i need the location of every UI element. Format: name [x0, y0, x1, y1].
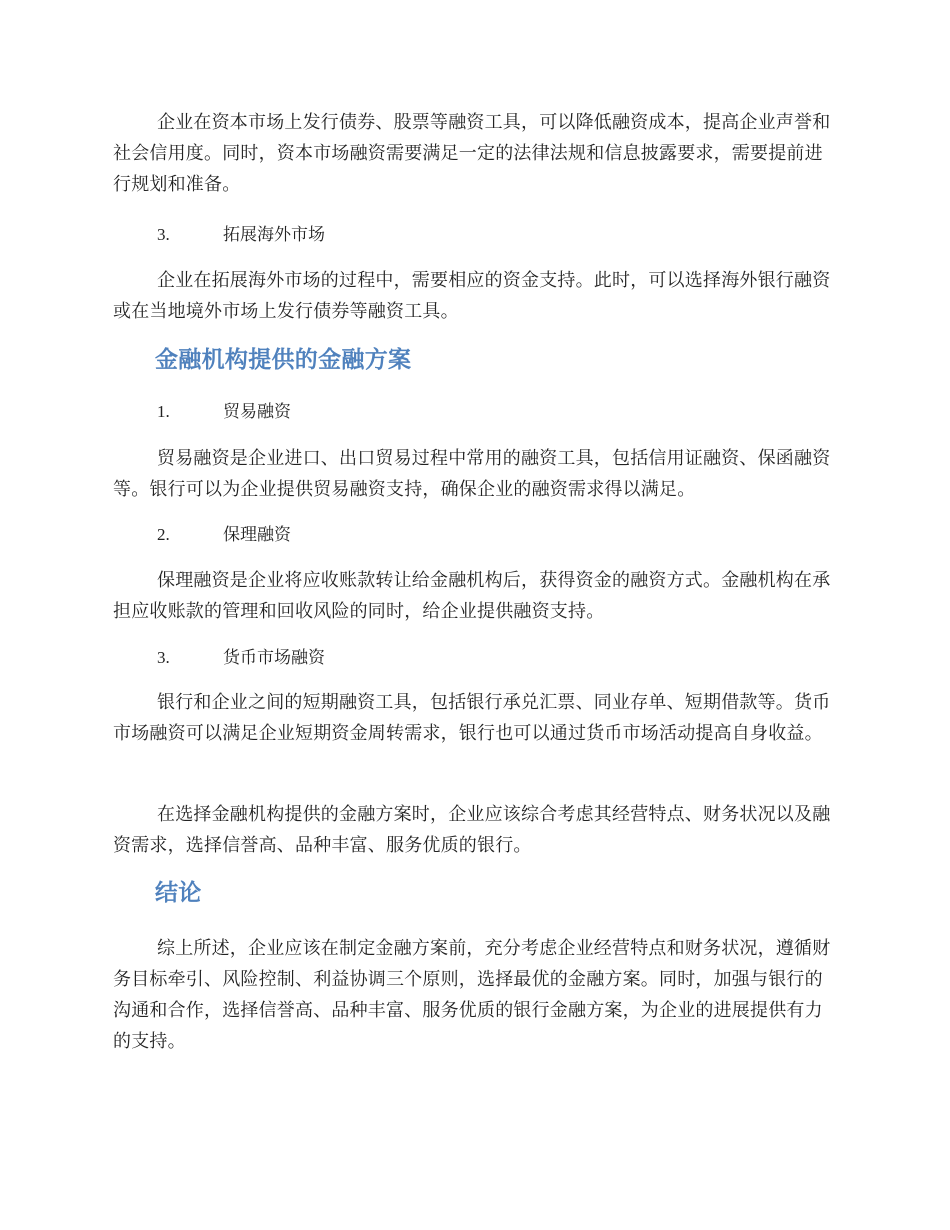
list-item-overseas-market	[157, 223, 325, 247]
paragraph-money-market: 银行和企业之间的短期融资工具，包括银行承兑汇票、同业存单、短期借款等。货币市场融资可以满足企业短期资金周转需求，银行也可以通过货币市场活动提高自身收益。	[113, 692, 831, 744]
paragraph-choosing-institution: 在选择金融机构提供的金融方案时，企业应该综合考虑其经营特点、财务状况以及融资需求，选择信誉高、品种丰富、服务优质的银行。	[113, 804, 831, 856]
list-item-factoring	[157, 523, 291, 547]
paragraph-capital-market: 企业在资本市场上发行债券、股票等融资工具，可以降低融资成本，提高企业声誉和社会信用度。同时，资本市场融资需要满足一定的法律法规和信息披露要求，需要提前进行规划和准备。	[113, 112, 831, 195]
list-item-number: 3.	[157, 225, 170, 244]
section-heading-conclusion: 结论	[155, 880, 202, 906]
list-item-title: 拓展海外市场	[223, 225, 325, 245]
paragraph-conclusion: 综上所述，企业应该在制定金融方案前，充分考虑企业经营特点和财务状况，遵循财务目标牵引、风险控制、利益协调三个原则，选择最优的金融方案。同时，加强与银行的沟通和合作，选择信誉高、品种丰富、服务优质的银行金融方案，为企业的进展提供有力的支持。	[113, 938, 831, 1052]
list-item-title: 货币市场融资	[223, 648, 325, 668]
list-item-trade-finance	[157, 400, 291, 424]
section-heading-financial-institutions: 金融机构提供的金融方案	[155, 347, 412, 373]
list-item-number: 3.	[157, 648, 170, 667]
paragraph-factoring: 保理融资是企业将应收账款转让给金融机构后，获得资金的融资方式。金融机构在承担应收账款的管理和回收风险的同时，给企业提供融资支持。	[113, 570, 831, 622]
paragraph-overseas-market: 企业在拓展海外市场的过程中，需要相应的资金支持。此时，可以选择海外银行融资或在当地境外市场上发行债券等融资工具。	[113, 270, 831, 322]
list-item-money-market	[157, 646, 325, 670]
paragraph-trade-finance: 贸易融资是企业进口、出口贸易过程中常用的融资工具，包括信用证融资、保函融资等。银行可以为企业提供贸易融资支持，确保企业的融资需求得以满足。	[113, 448, 831, 500]
list-item-number: 1.	[157, 402, 170, 421]
list-item-number: 2.	[157, 525, 170, 544]
list-item-title: 贸易融资	[223, 402, 291, 422]
list-item-title: 保理融资	[223, 525, 291, 545]
